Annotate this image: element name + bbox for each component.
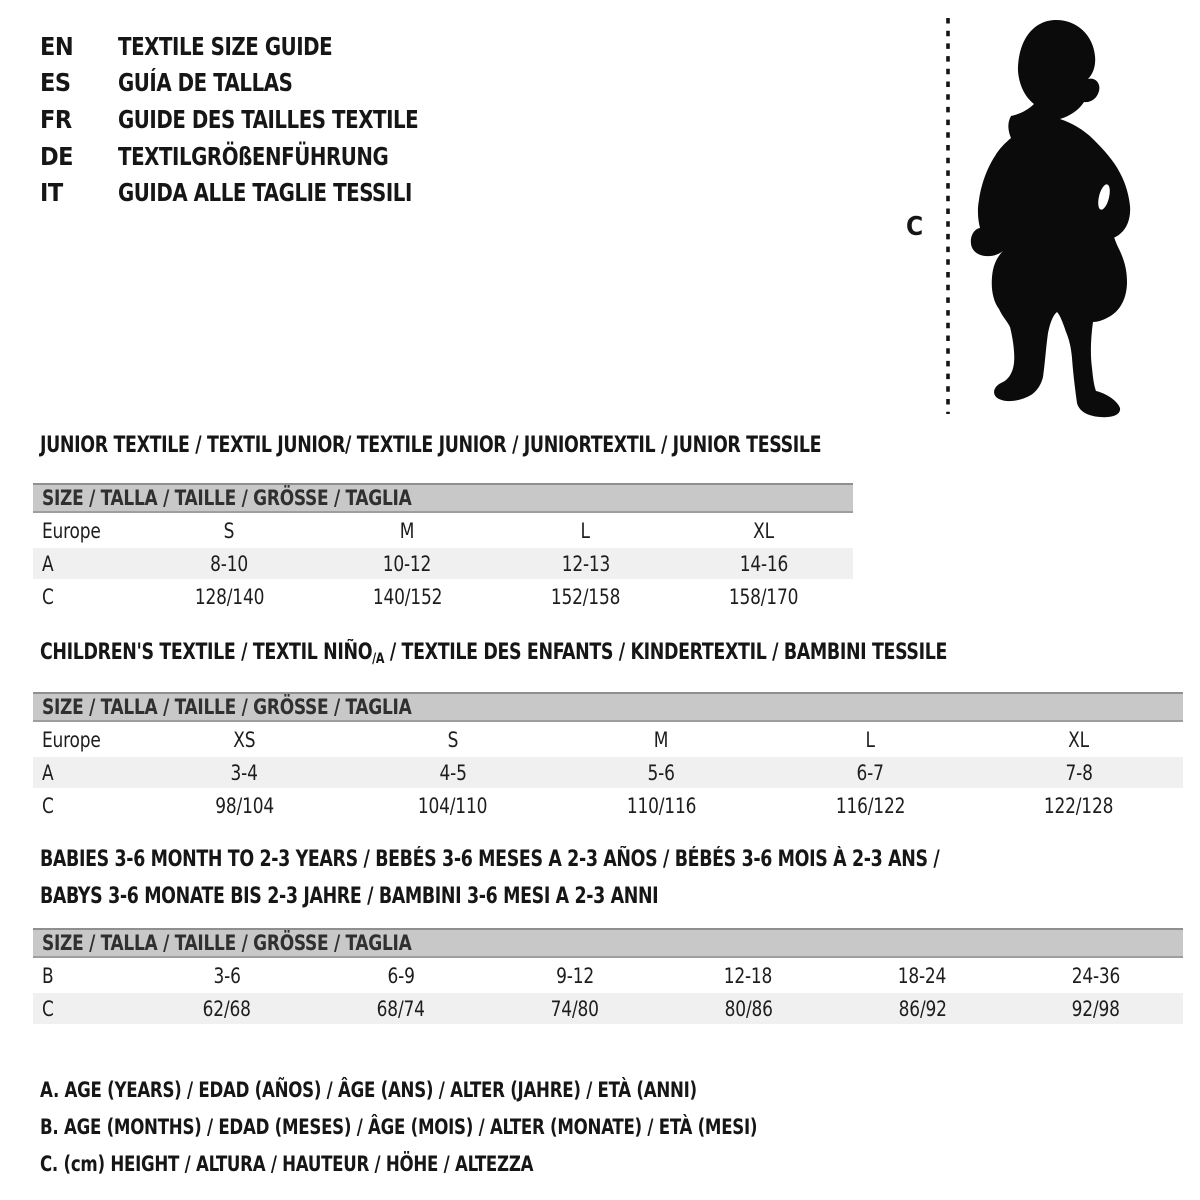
language-row-en (40, 28, 459, 65)
size-cell: 62/68 (202, 996, 251, 1021)
junior-section-title: JUNIOR TEXTILE / TEXTIL JUNIOR/ TEXTILE JUNIOR / JUNIORTEXTIL / JUNIOR TESSILE (40, 433, 822, 458)
table-row (33, 548, 853, 579)
table-row (33, 960, 1183, 991)
row-label: C (42, 793, 54, 818)
guide-title-de: TEXTILGRÖßENFÜHRUNG (118, 141, 389, 171)
size-cell: 12-18 (724, 963, 773, 988)
size-cell: M (654, 727, 669, 752)
size-cell: 86/92 (898, 996, 947, 1021)
language-row-it (40, 174, 459, 211)
legend-age-years: A. AGE (YEARS) / EDAD (AÑOS) / ÂGE (ANS) / ALTER (JAHRE) / ETÀ (ANNI) (40, 1078, 697, 1102)
size-cell: 92/98 (1072, 996, 1121, 1021)
guide-title-en: TEXTILE SIZE GUIDE (118, 31, 333, 61)
nino-a-subscript: /A (372, 651, 385, 667)
size-cell: XL (1068, 727, 1090, 752)
size-header-label: SIZE / TALLA / TAILLE / GRÖSSE / TAGLIA (42, 486, 412, 510)
size-cell: 80/86 (724, 996, 773, 1021)
height-measure-dashed-line (944, 16, 952, 416)
size-cell: S (223, 518, 235, 543)
language-code: FR (40, 104, 72, 134)
table-row (33, 757, 1183, 788)
size-header-label: SIZE / TALLA / TAILLE / GRÖSSE / TAGLIA (42, 695, 412, 719)
size-cell: 3-6 (213, 963, 241, 988)
guide-title-it: GUIDA ALLE TAGLIE TESSILI (118, 178, 412, 208)
table-row (33, 790, 1183, 821)
size-cell: 110/116 (626, 793, 697, 818)
babies-section-title-line2: BABYS 3-6 MONATE BIS 2-3 JAHRE / BAMBINI 3-6 MESI A 2-3 ANNI (40, 884, 659, 909)
language-title-list (40, 28, 459, 211)
size-cell: 6-7 (856, 760, 884, 785)
size-cell: 140/152 (372, 584, 443, 609)
language-row-de (40, 138, 459, 175)
language-code: ES (40, 68, 71, 98)
row-label: C (42, 584, 54, 609)
language-row-es (40, 65, 459, 102)
size-cell: 9-12 (555, 963, 594, 988)
size-cell: XL (753, 518, 775, 543)
row-label: A (42, 760, 54, 785)
language-row-fr (40, 101, 459, 138)
size-cell: 122/128 (1044, 793, 1114, 818)
size-cell: 7-8 (1065, 760, 1093, 785)
row-label: A (42, 551, 54, 576)
row-label: Europe (42, 727, 101, 752)
height-label: C (906, 212, 924, 242)
size-cell: 24-36 (1071, 963, 1121, 988)
table-row (33, 581, 853, 612)
size-cell: 8-10 (210, 551, 249, 576)
size-header-bar (33, 483, 853, 513)
language-code: EN (40, 31, 74, 61)
guide-title-es: GUÍA DE TALLAS (118, 68, 293, 98)
size-header-label: SIZE / TALLA / TAILLE / GRÖSSE / TAGLIA (42, 931, 412, 955)
guide-title-fr: GUIDE DES TAILLES TEXTILE (118, 104, 419, 134)
children-section-title: CHILDREN'S TEXTILE / TEXTIL NIÑO/A / TEXTILE DES ENFANTS / KINDERTEXTIL / BAMBINI TESSILE (40, 640, 948, 667)
table-row (33, 724, 1183, 755)
size-cell: 14-16 (739, 551, 789, 576)
legend-age-months: B. AGE (MONTHS) / EDAD (MESES) / ÂGE (MOIS) / ALTER (MONATE) / ETÀ (MESI) (40, 1115, 758, 1139)
table-row (33, 993, 1183, 1024)
size-cell: 3-4 (230, 760, 258, 785)
size-cell: 68/74 (376, 996, 425, 1021)
size-cell: 116/122 (835, 793, 905, 818)
size-cell: M (400, 518, 415, 543)
size-cell: 152/158 (550, 584, 621, 609)
size-cell: 5-6 (647, 760, 676, 785)
table-row (33, 515, 853, 546)
junior-size-table (33, 483, 853, 612)
row-label: B (42, 963, 54, 988)
babies-section-title-line1: BABIES 3-6 MONTH TO 2-3 YEARS / BEBÉS 3-6 MESES A 2-3 AÑOS / BÉBÉS 3-6 MOIS À 2-3 ANS / (40, 847, 940, 872)
babies-size-table (33, 928, 1183, 1024)
size-header-bar (33, 928, 1183, 958)
baby-silhouette-icon (963, 16, 1139, 420)
size-cell: 6-9 (387, 963, 415, 988)
size-cell: 12-13 (561, 551, 610, 576)
size-cell: 18-24 (897, 963, 947, 988)
language-code: DE (40, 141, 74, 171)
size-cell: 104/110 (418, 793, 488, 818)
size-cell: 98/104 (214, 793, 274, 818)
size-cell: 4-5 (439, 760, 467, 785)
size-cell: 158/170 (729, 584, 799, 609)
size-cell: L (865, 727, 875, 752)
language-code: IT (40, 178, 63, 208)
size-cell: S (447, 727, 459, 752)
size-cell: 10-12 (383, 551, 432, 576)
children-size-table (33, 692, 1183, 821)
row-label: Europe (42, 518, 101, 543)
size-cell: L (580, 518, 591, 543)
size-cell: XS (233, 727, 256, 752)
size-header-bar (33, 692, 1183, 722)
legend-height-cm: C. (cm) HEIGHT / ALTURA / HAUTEUR / HÖHE / ALTEZZA (40, 1152, 534, 1176)
row-label: C (42, 996, 54, 1021)
size-cell: 74/80 (550, 996, 599, 1021)
size-cell: 128/140 (194, 584, 264, 609)
